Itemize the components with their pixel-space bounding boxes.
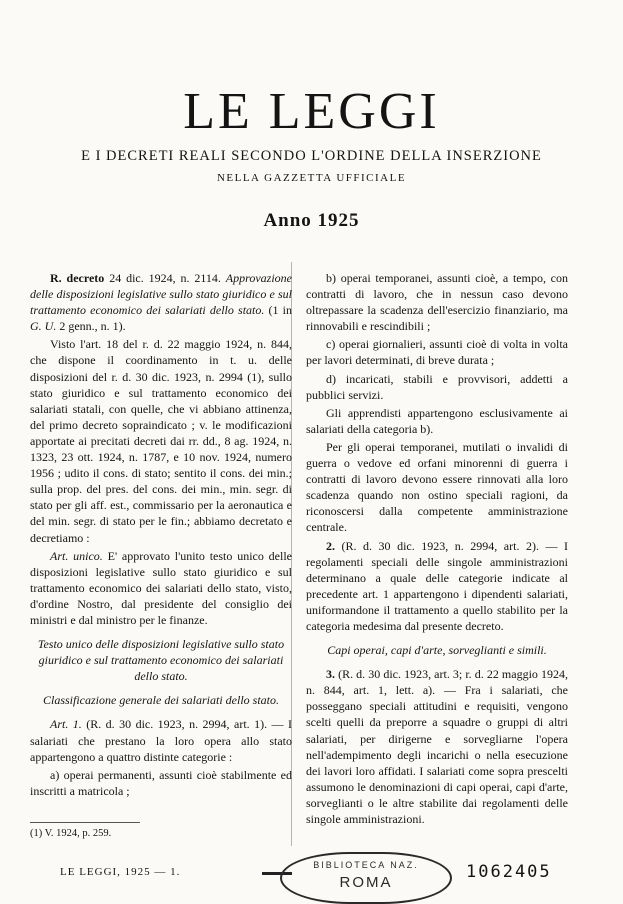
stamp-line-1: BIBLIOTECA NAZ. — [313, 860, 419, 870]
war-invalids-paragraph: Per gli operai temporanei, mutilati o invalidi di guerra o vedove ed orfani minorenni di guerra i contratti di lavoro devono essere rinnovati alla loro scadenza quando non ostino speciali ragioni, da riconoscersi dalla competente amministrazione centrale. — [306, 439, 568, 535]
article-3-text: (R. d. 30 dic. 1923, art. 3; r. d. 22 maggio 1924, n. 844, art. 1, lett. a). — Fra i salariati, che posseggano speciali attitudini e requisiti, vengono scelti quelli da preporre a squadre o gruppi di altri salariati, per dirigerne e sorvegliarne l'opera nell'adempimento degli incarichi o nella esecuzione dei lavori loro affidati. I salariati come sopra prescelti assumono le denominazioni di capi operai, capi d'arte, sorveglianti o le altre stabilite dai regolamenti delle singole amministrazioni. — [306, 667, 568, 826]
decree-lead: R. decreto — [50, 271, 105, 285]
testo-unico-heading: Testo unico delle disposizioni legislative sullo stato giuridico e sul trattamento economico dei salariati dello stato. — [37, 637, 285, 684]
capi-operai-heading: Capi operai, capi d'arte, sorveglianti e simili. — [327, 643, 547, 658]
page-title: LE LEGGI — [183, 83, 440, 140]
classification-heading: Classificazione generale dei salariati dello stato. — [43, 693, 279, 708]
library-stamp — [280, 852, 452, 904]
left-column — [30, 270, 292, 801]
article-unico — [30, 548, 292, 628]
category-b: b) operai temporanei, assunti cioè, a tempo, con contratti di lavoro, che in nessun caso devono oltrepassare la scadenza dell'esercizio finanziario, ma rinnovabili e rescindibili ; — [306, 271, 568, 334]
footnote-rule — [30, 822, 140, 823]
footnote: (1) V. 1924, p. 259. — [30, 828, 112, 839]
stamp-line-2: ROMA — [339, 874, 393, 891]
article-unico-label: Art. unico. — [50, 548, 103, 563]
article-2-label: 2. — [326, 538, 335, 553]
apprentices-paragraph: Gli apprendisti appartengono esclusivamente ai salariati della categoria b). — [306, 405, 568, 436]
category-a: a) operai permanenti, assunti cioè stabilmente ed inscritti a matricola ; — [30, 767, 292, 798]
article-2 — [306, 538, 568, 635]
running-footer: LE LEGGI, 1925 — 1. — [60, 866, 181, 878]
article-1-text: (R. d. 30 dic. 1923, n. 2994, art. 1). — I salariati che prestano la loro opera allo stato appartengono a quattro distinte categorie : — [30, 717, 292, 764]
article-1-label: Art. 1. — [50, 717, 82, 732]
article-3-label: 3. — [326, 667, 335, 682]
decree-heading — [30, 270, 292, 334]
subtitle-gazzetta: NELLA GAZZETTA UFFICIALE — [216, 172, 407, 184]
decree-ref-gu: G. U. — [30, 319, 57, 334]
decree-title: Approvazione delle disposizioni legislative sullo stato giuridico e sul trattamento economico dei salariati dello stato. — [30, 271, 292, 318]
article-1 — [30, 716, 292, 764]
decree-ref-a: (1 in — [264, 303, 292, 318]
article-2-text: (R. d. 30 dic. 1923, n. 2994, art. 2). — I regolamenti speciali delle singole amministrazioni determinano a quale delle categorie indicate al precedente art. 1 appartengono i dipendenti salariati, uniformandone il trattamento a quello stabilito per la categoria medesima dal presente decreto. — [306, 538, 568, 633]
category-d: d) incaricati, stabili e provvisori, addetti a pubblici servizi. — [306, 371, 568, 402]
year-heading: Anno 1925 — [263, 210, 360, 231]
decree-ref-b: 2 genn., n. 1). — [56, 319, 126, 334]
category-c: c) operai giornalieri, assunti cioè di volta in volta per lavori determinati, di breve durata ; — [306, 337, 568, 368]
subtitle: E I DECRETI REALI SECONDO L'ORDINE DELLA INSERZIONE — [81, 148, 542, 164]
preamble-paragraph: Visto l'art. 18 del r. d. 22 maggio 1924, n. 844, che dispone il coordinamento in t. u. delle disposizioni del r. d. 30 dic. 1923, n. 2994 (1), sullo stato giuridico e sul trattamento economico dei salariati statali, con quelle, che vi abbiano attinenza, del primo decreto sopraindicato ; v. le modificazioni apportate ai precitati decreti dai rr. dd., 8 ag. 1924, n. 1323, 23 ott. 1924, n. 1787, e 10 nov. 1924, numero 1956 ; udito il cons. di stato; sentito il cons. dei min.; sulla prop. del pres. del cons. dei min., min. segr. di stato per gli aff. est., commissario per la aeronautica e del min. segr. di stato per le fin.; abbiamo decretato e decretiamo : — [30, 337, 292, 545]
article-unico-text: E' approvato l'unito testo unico delle disposizioni legislative sullo stato giuridico e sul trattamento economico dei salariati dello stato, visto, d'ordine Nostro, dal presidente del consiglio dei ministri e dal ministro per le finanze. — [30, 548, 292, 627]
right-column — [306, 270, 568, 829]
decree-date: 24 dic. 1924, n. 2114. — [104, 271, 226, 285]
accession-number: 1062405 — [466, 862, 552, 882]
article-3 — [306, 666, 568, 827]
